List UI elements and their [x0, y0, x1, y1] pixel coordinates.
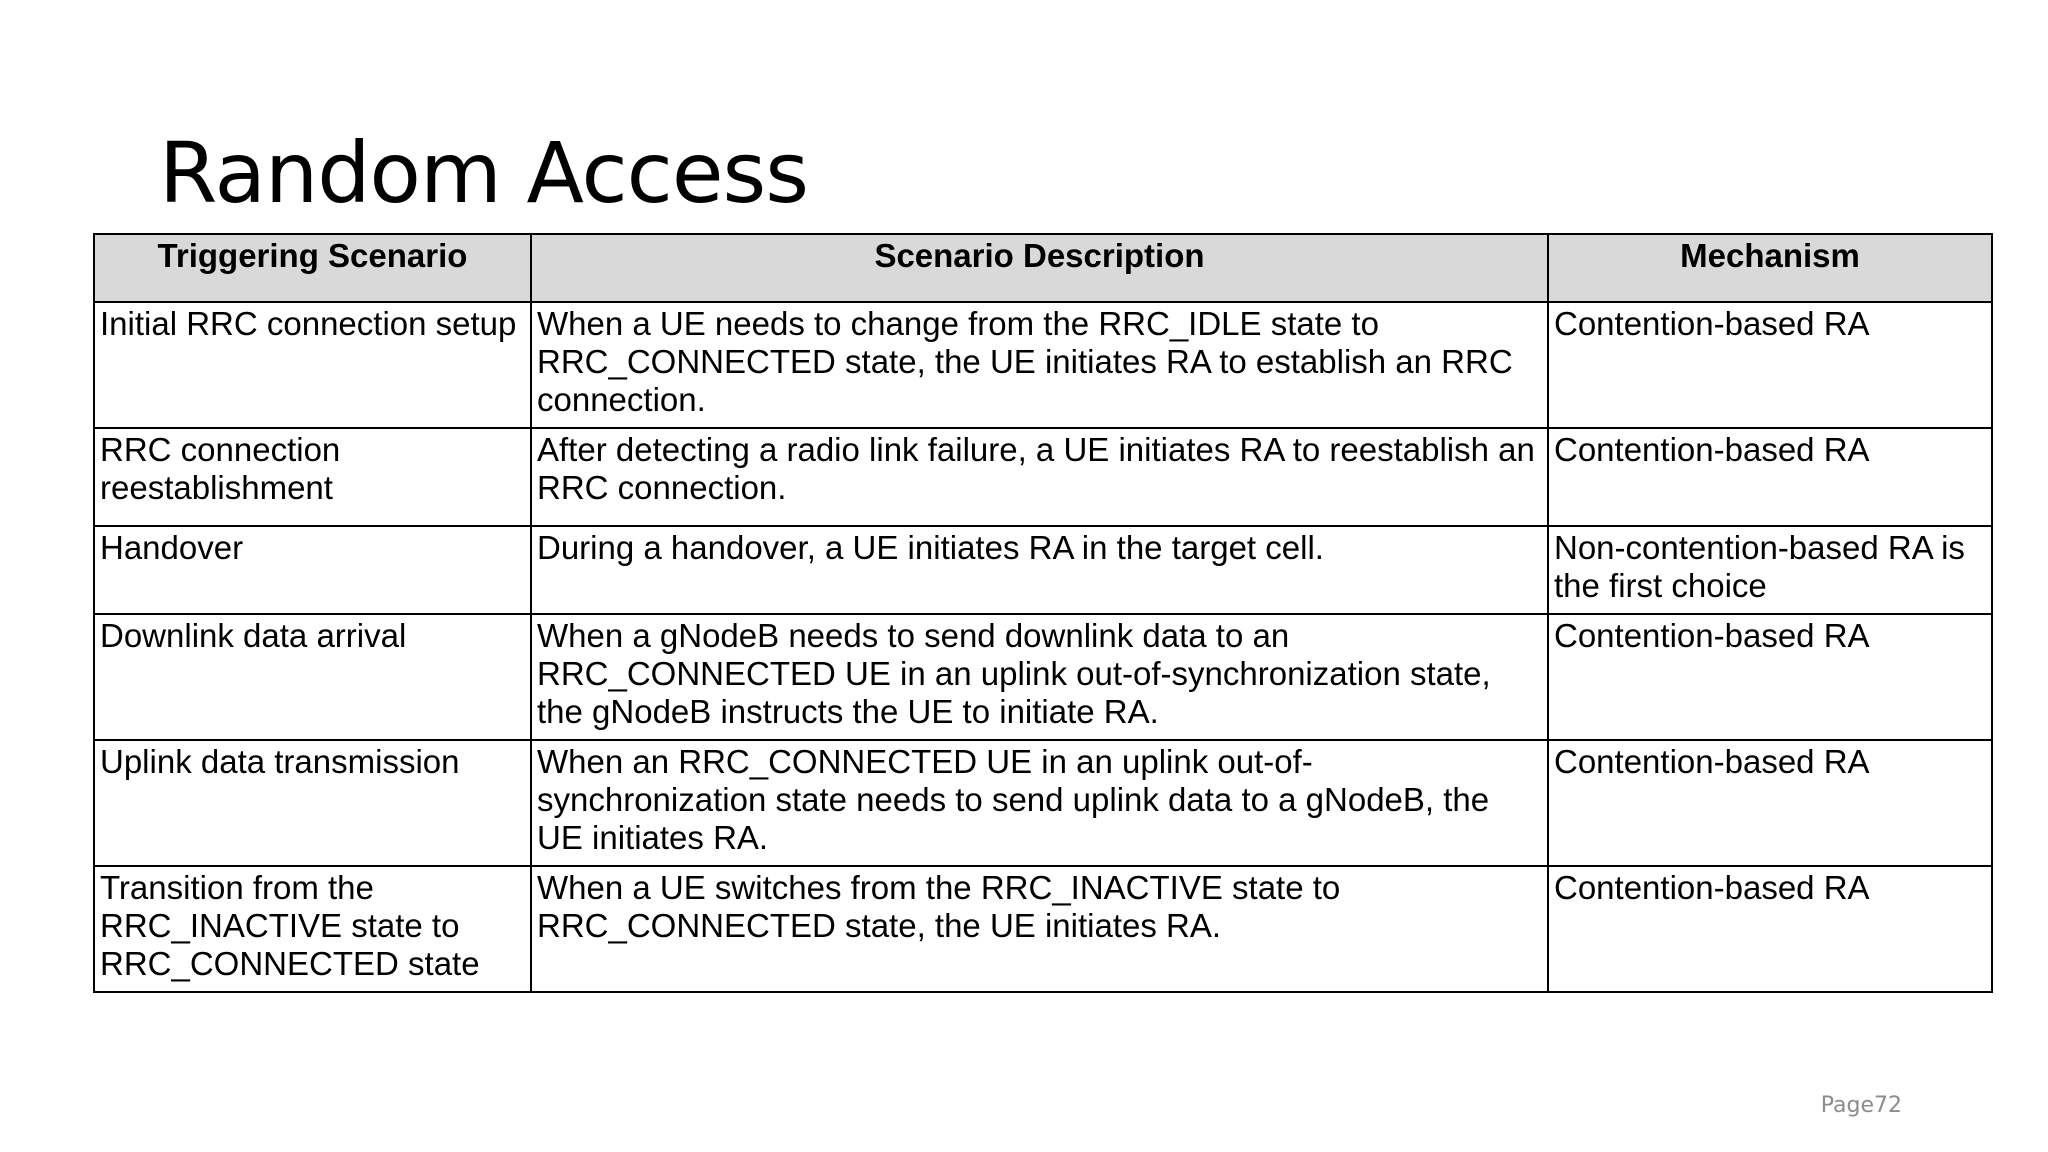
cell-mechanism: Contention-based RA	[1548, 614, 1992, 740]
header-scenario-description: Scenario Description	[531, 234, 1548, 302]
header-mechanism: Mechanism	[1548, 234, 1992, 302]
table-header	[94, 234, 1992, 302]
table-row	[94, 526, 1992, 614]
cell-scenario-description: After detecting a radio link failure, a UE initiates RA to reestablish an RRC connection.	[531, 428, 1548, 526]
cell-triggering-scenario: Uplink data transmission	[94, 740, 531, 866]
cell-triggering-scenario: RRC connection reestablishment	[94, 428, 531, 526]
cell-scenario-description: When an RRC_CONNECTED UE in an uplink out-of-synchronization state needs to send uplink data to a gNodeB, the UE initiates RA.	[531, 740, 1548, 866]
cell-mechanism: Contention-based RA	[1548, 740, 1992, 866]
random-access-table	[93, 233, 1993, 993]
table-header-row	[94, 234, 1992, 302]
cell-scenario-description: During a handover, a UE initiates RA in the target cell.	[531, 526, 1548, 614]
table-body	[94, 302, 1992, 992]
cell-triggering-scenario: Downlink data arrival	[94, 614, 531, 740]
table-row	[94, 740, 1992, 866]
cell-mechanism: Contention-based RA	[1548, 866, 1992, 992]
table-row	[94, 866, 1992, 992]
cell-mechanism: Contention-based RA	[1548, 428, 1992, 526]
cell-scenario-description: When a gNodeB needs to send downlink data to an RRC_CONNECTED UE in an uplink out-of-synchronization state, the gNodeB instructs the UE to initiate RA.	[531, 614, 1548, 740]
cell-mechanism: Non-contention-based RA is the first choice	[1548, 526, 1992, 614]
table-row	[94, 614, 1992, 740]
cell-scenario-description: When a UE switches from the RRC_INACTIVE state to RRC_CONNECTED state, the UE initiates RA.	[531, 866, 1548, 992]
cell-triggering-scenario: Transition from the RRC_INACTIVE state to RRC_CONNECTED state	[94, 866, 531, 992]
header-triggering-scenario: Triggering Scenario	[94, 234, 531, 302]
cell-triggering-scenario: Handover	[94, 526, 531, 614]
cell-scenario-description: When a UE needs to change from the RRC_IDLE state to RRC_CONNECTED state, the UE initiates RA to establish an RRC connection.	[531, 302, 1548, 428]
cell-triggering-scenario: Initial RRC connection setup	[94, 302, 531, 428]
slide-title: Random Access	[159, 124, 809, 222]
table-row	[94, 302, 1992, 428]
cell-mechanism: Contention-based RA	[1548, 302, 1992, 428]
table-row	[94, 428, 1992, 526]
page-number: Page72	[1820, 1093, 1902, 1118]
